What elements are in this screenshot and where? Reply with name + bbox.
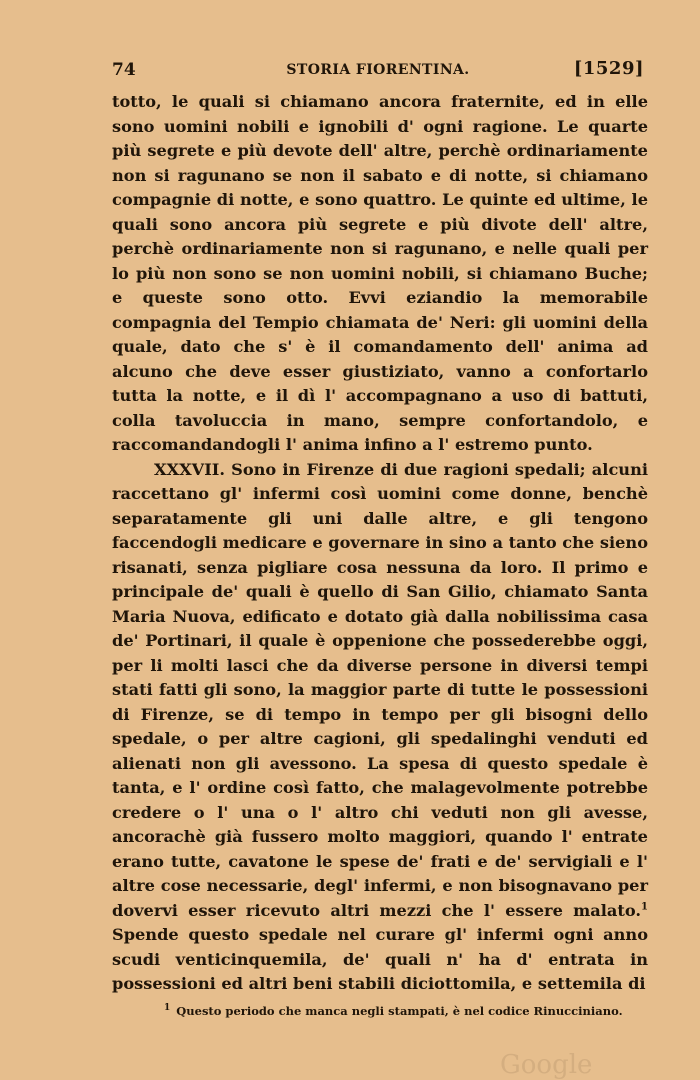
year-marker: [1529] [573, 58, 644, 79]
footnote-text: Questo periodo che manca negli stampati, è nel codice Rinucciniano. [176, 1003, 623, 1018]
paragraph-text-continued: Spende questo spedale nel curare gl' infermi ogni anno scudi venticinquemila, de' quali n' ha d' entrata in possessioni ed altri beni stabili diciottomila, e settemila di [112, 925, 648, 993]
paragraph: totto, le quali si chiamano ancora fraternite, ed in elle sono uomini nobili e ignobili d' ogni ragione. Le quarte più segrete e più devote dell' altre, perchè ordinariamente non si ragunano se non il sabato e di notte, si chiamano compagnie di notte, e sono quattro. Le quinte ed ultime, le quali sono ancora più segrete e più divote dell' altre, perchè ordinariamente non si ragunano, e nelle quali per lo più non sono se non uomini nobili, si chiamano Buche; e queste sono otto. Evvi eziandio la memorabile compagnia del Tempio chiamata de' Neri: gli uomini della quale, dato che s' è il comandamento dell' anima ad alcuno che deve esser giustiziato, vanno a confortarlo tutta la notte, e il dì l' accompagnano a uso di battuti, colla tavoluccia in mano, sempre confortandolo, e raccomandandogli l' anima infino a l' estremo punto. [112, 92, 648, 454]
paragraph-xxxvii [112, 458, 648, 997]
body-text [112, 90, 648, 997]
paragraph-text: XXXVII. Sono in Firenze di due ragioni spedali; alcuni raccettano gl' infermi così uomini come donne, benchè separatamente gli uni dalle altre, e gli tengono faccendogli medicare e governare in sino a tanto che sieno risanati, senza pigliare cosa nessuna da loro. Il primo e principale de' quali è quello di San Gilio, chiamato Santa Maria Nuova, edificato e dotato già dalla nobilissima casa de' Portinari, il quale è oppenione che possederebbe oggi, per li molti lasci che da diverse persone in diversi tempi stati fatti gli sono, la maggior parte di tutte le possessioni di Firenze, se di tempo in tempo per gli bisogni dello spedale, o per altre cagioni, gli spedalinghi venduti ed alienati non gli avessono. La spesa di questo spedale è tanta, e l' ordine così fatto, che malagevolmente potrebbe credere o l' una o l' altro chi veduti non gli avesse, ancorachè già fussero molto maggiori, quando l' entrate erano tutte, cavatone le spese de' frati e de' servigiali e l' altre cose necessarie, degl' infermi, e non bisognavano per dovervi esser ricevuto altri mezzi che l' essere malato. [112, 459, 648, 920]
footnote-reference[interactable]: 1 [641, 901, 648, 913]
running-title: STORIA FIORENTINA. [286, 62, 470, 78]
footnote [164, 1000, 654, 1019]
footnote-mark: 1 [164, 1003, 171, 1013]
page-number: 74 [112, 60, 136, 80]
page-header [112, 58, 644, 84]
watermark-logo: Google [500, 1050, 593, 1080]
